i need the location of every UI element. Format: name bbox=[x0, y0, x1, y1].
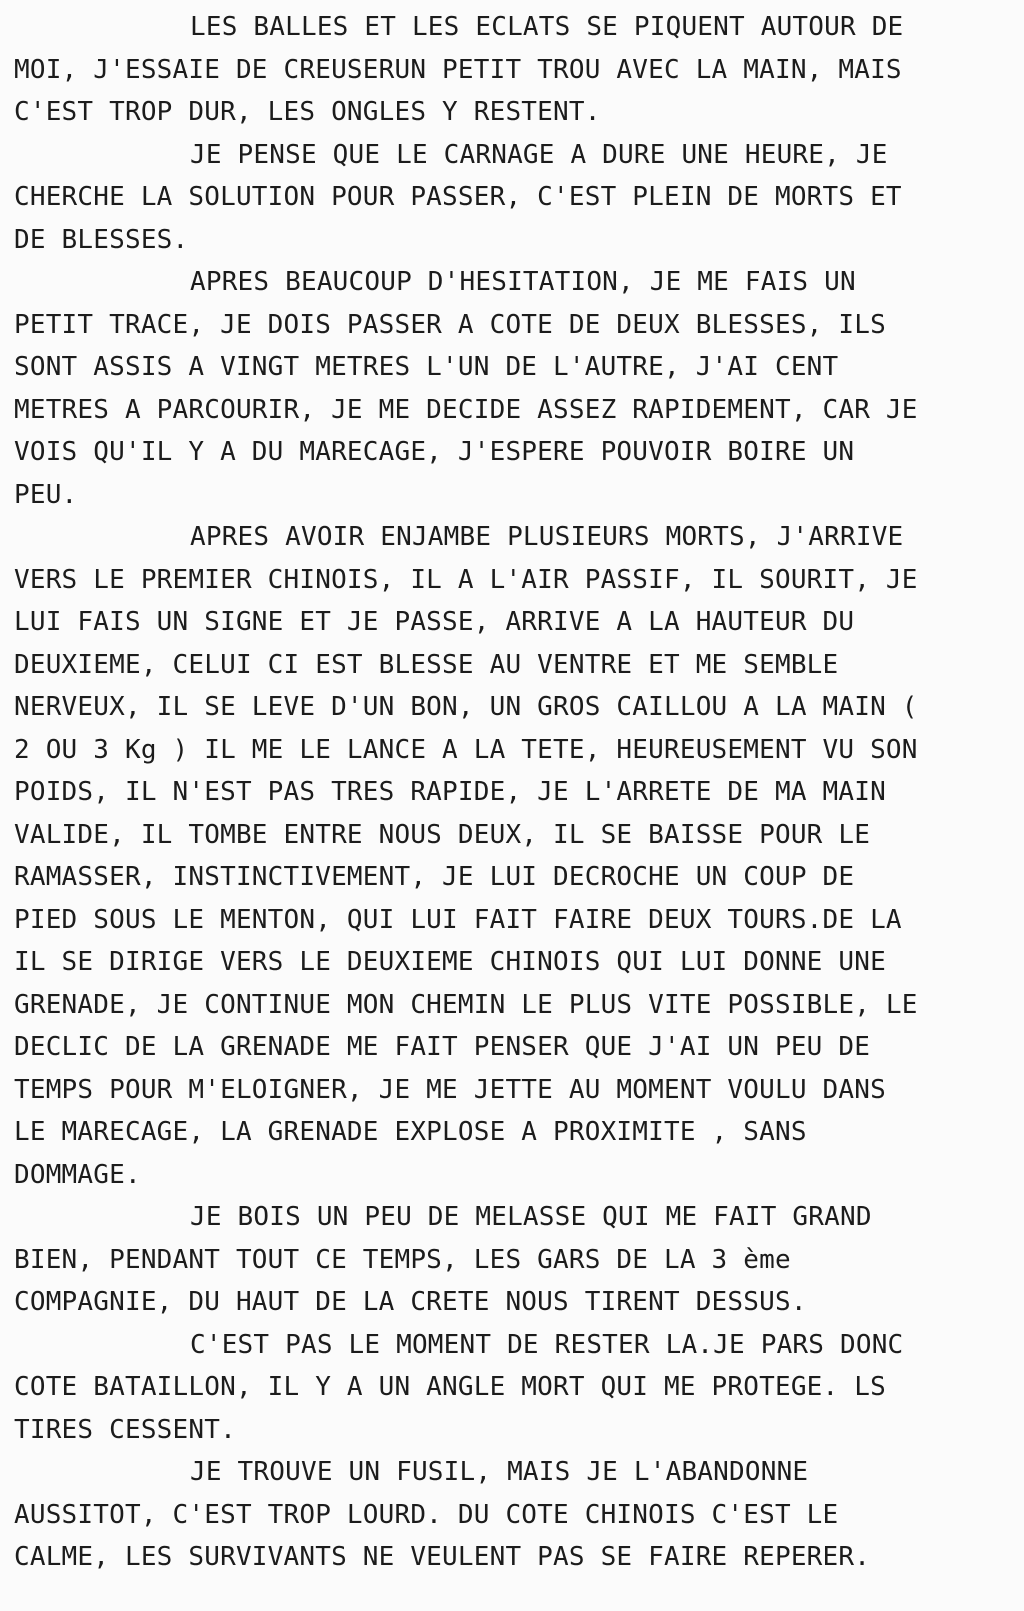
text-line: IL SE DIRIGE VERS LE DEUXIEME CHINOIS QUI LUI DONNE UNE bbox=[14, 947, 886, 977]
paragraph-5 bbox=[14, 1196, 1014, 1324]
text-line: PIED SOUS LE MENTON, QUI LUI FAIT FAIRE DEUX TOURS.DE LA bbox=[14, 904, 902, 935]
text-line: VOIS QU'IL Y A DU MARECAGE, J'ESPERE POUVOIR BOIRE UN bbox=[14, 437, 855, 467]
text-line: DE BLESSES. bbox=[14, 224, 189, 255]
paragraph-7 bbox=[14, 1451, 1014, 1579]
text-line: JE BOIS UN PEU DE MELASSE QUI ME FAIT GRAND bbox=[190, 1202, 872, 1232]
text-line: LE MARECAGE, LA GRENADE EXPLOSE A PROXIMITE , SANS bbox=[14, 1117, 807, 1147]
text-line: TIRES CESSENT. bbox=[14, 1414, 236, 1445]
document-body bbox=[14, 6, 1014, 1579]
text-line: C'EST TROP DUR, LES ONGLES Y RESTENT. bbox=[14, 97, 601, 127]
text-line: LUI FAIS UN SIGNE ET JE PASSE, ARRIVE A LA HAUTEUR DU bbox=[14, 607, 855, 637]
text-line: PETIT TRACE, JE DOIS PASSER A COTE DE DEUX BLESSES, ILS bbox=[14, 309, 886, 340]
text-line: MOI, J'ESSAIE DE CREUSERUN PETIT TROU AVEC LA MAIN, MAIS bbox=[14, 54, 902, 85]
text-line: VERS LE PREMIER CHINOIS, IL A L'AIR PASSIF, IL SOURIT, JE bbox=[14, 564, 918, 595]
text-line: SONT ASSIS A VINGT METRES L'UN DE L'AUTRE, J'AI CENT bbox=[14, 352, 839, 382]
text-line: METRES A PARCOURIR, JE ME DECIDE ASSEZ RAPIDEMENT, CAR JE bbox=[14, 394, 918, 425]
text-line: RAMASSER, INSTINCTIVEMENT, JE LUI DECROCHE UN COUP DE bbox=[14, 862, 855, 892]
text-line: APRES AVOIR ENJAMBE PLUSIEURS MORTS, J'ARRIVE bbox=[190, 522, 904, 552]
text-line: CHERCHE LA SOLUTION POUR PASSER, C'EST PLEIN DE MORTS ET bbox=[14, 182, 902, 212]
paragraph-3 bbox=[14, 261, 1014, 516]
text-line: JE TROUVE UN FUSIL, MAIS JE L'ABANDONNE bbox=[190, 1457, 809, 1487]
text-line: APRES BEAUCOUP D'HESITATION, JE ME FAIS UN bbox=[190, 267, 856, 297]
text-line: DOMMAGE. bbox=[14, 1159, 141, 1190]
text-line: LES BALLES ET LES ECLATS SE PIQUENT AUTOUR DE bbox=[190, 12, 904, 42]
text-line: C'EST PAS LE MOMENT DE RESTER LA.JE PARS DONC bbox=[190, 1329, 904, 1360]
text-line: BIEN, PENDANT TOUT CE TEMPS, LES GARS DE LA 3 ème bbox=[14, 1244, 791, 1275]
text-line: AUSSITOT, C'EST TROP LOURD. DU COTE CHINOIS C'EST LE bbox=[14, 1499, 839, 1530]
text-line: POIDS, IL N'EST PAS TRES RAPIDE, JE L'ARRETE DE MA MAIN bbox=[14, 777, 886, 807]
text-line: VALIDE, IL TOMBE ENTRE NOUS DEUX, IL SE BAISSE POUR LE bbox=[14, 819, 871, 850]
paragraph-1 bbox=[14, 6, 1014, 134]
text-line: 2 OU 3 Kg ) IL ME LE LANCE A LA TETE, HEUREUSEMENT VU SON bbox=[14, 734, 918, 765]
text-line: TEMPS POUR M'ELOIGNER, JE ME JETTE AU MOMENT VOULU DANS bbox=[14, 1074, 886, 1105]
text-line: COTE BATAILLON, IL Y A UN ANGLE MORT QUI ME PROTEGE. LS bbox=[14, 1372, 886, 1402]
paragraph-6 bbox=[14, 1324, 1014, 1452]
text-line: JE PENSE QUE LE CARNAGE A DURE UNE HEURE, JE bbox=[190, 139, 888, 170]
text-line: DEUXIEME, CELUI CI EST BLESSE AU VENTRE ET ME SEMBLE bbox=[14, 649, 839, 680]
paragraph-4 bbox=[14, 516, 1014, 1196]
text-line: NERVEUX, IL SE LEVE D'UN BON, UN GROS CAILLOU A LA MAIN ( bbox=[14, 692, 918, 722]
text-line: CALME, LES SURVIVANTS NE VEULENT PAS SE FAIRE REPERER. bbox=[14, 1542, 871, 1572]
text-line: GRENADE, JE CONTINUE MON CHEMIN LE PLUS VITE POSSIBLE, LE bbox=[14, 989, 918, 1020]
paragraph-2 bbox=[14, 134, 1014, 262]
text-line: PEU. bbox=[14, 479, 78, 510]
text-line: COMPAGNIE, DU HAUT DE LA CRETE NOUS TIRENT DESSUS. bbox=[14, 1287, 807, 1317]
text-line: DECLIC DE LA GRENADE ME FAIT PENSER QUE J'AI UN PEU DE bbox=[14, 1032, 871, 1062]
